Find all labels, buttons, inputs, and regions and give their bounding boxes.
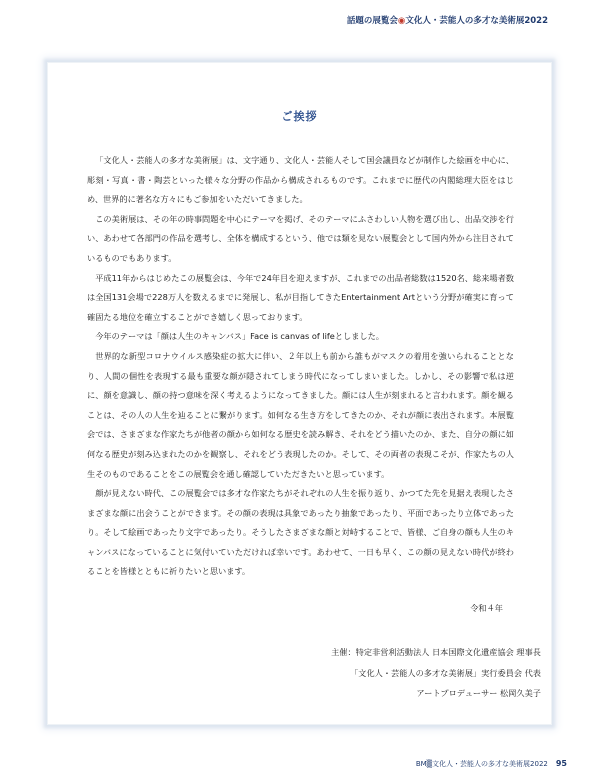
page-footer [416, 759, 567, 769]
paragraph: 今年のテーマは「顔は人生のキャンバス」Face is canvas of lifeとしました。 [95, 331, 384, 342]
running-header-title [347, 14, 548, 26]
paragraph: 「文化人・芸能人の多才な美術展」は、文字通り、文化人・芸能人そして国会議員などが制作した絵画を中心に、彫刻・写真・書・陶芸といった様々な分野の作品から構成されるものです。これまでに歴代の内閣総理大臣をはじめ、世界的に著名な方々にもご参加をいただいてきました。 [87, 155, 514, 205]
running-header [0, 10, 595, 32]
header-series: 話題の展覧会 [346, 16, 398, 26]
greeting-title: ご挨拶 [281, 110, 318, 123]
date-line: 令和４年 [470, 603, 503, 613]
signature-producer: アートプロデューサー 松岡久美子 [416, 688, 541, 698]
signature-committee: 「文化人・芸能人の多才な美術展」実行委員会 代表 [350, 667, 541, 678]
paragraph: 世界的な新型コロナウイルス感染症の拡大に伴い、２年以上も前から誰もがマスクの着用を強いられることとなり、人間の個性を表現する最も重要な顔が隠されてしまう時代になってしまいました。しかし、その影響で私は逆に、顔を意識し、顔の持つ意味を深く考えるようになってきました。顔には人生が刻まれると言われます。顔を観ることは、その人の人生を辿ることに繋がります。如何なる生き方をしてきたのか、それが顔に表出されます。本展覧会では、さまざまな作家たちが他者の顔から如何なる歴史を読み解き、それをどう描いたのか、また、自分の顔に如何なる歴史が刻み込まれたのかを観察し、それをどう表現したのか。そして、その両者の表現こそが、作家たちの人生そのものであることをこの展覧会を通し確認していただきたいと思っています。 [87, 350, 514, 479]
paragraph: 顔が見えない時代、この展覧会では多才な作家たちがそれぞれの人生を振り返り、かつてた先を見据え表現したさまざまな顔に出会うことができます。その顔の表現は具象であったり抽象であったり、平面であったり立体であったり。そして絵画であったり文字であったり。そうしたさまざまな顔と対峙することで、皆様、ご自身の顔も人生のキャンバスになっていることに気付いていただければ幸いです。あわせて、一日も早く、この顔の見えない時代が終わることを皆様とともに祈りたいと思います。 [87, 488, 514, 577]
footer-text: BM▒文化人・芸能人の多才な美術展2022 [415, 760, 548, 768]
page-number: 95 [555, 759, 567, 768]
greeting-panel [47, 62, 552, 725]
paragraph: この美術展は、その年の時事問題を中心にテーマを掲げ、そのテーマにふさわしい人物を選び出し、出品交渉を行い、あわせて各部門の作品を選考し、全体を構成するという、他では類を見ない展覧会として国内外から注目されているものでもあります。 [87, 213, 514, 263]
signature-organizer: 主催：特定非営利活動法人 日本国際文化遺産協会 理事長 [331, 647, 541, 657]
paragraph: 平成11年からはじめたこの展覧会は、今年で24年目を迎えますが、これまでの出品者総数は1520名、総来場者数は全国131会場で228万人を数えるまでに発展し、私が目指してきたEntertainment Artという分野が確実に育って確固たる地位を確立することができ嬉しく思っております。 [87, 272, 514, 322]
header-dot-icon: ◉ [397, 16, 406, 26]
header-exhibition: 文化人・芸能人の多才な美術展2022 [405, 16, 548, 26]
signature-block [101, 642, 541, 704]
greeting-body [87, 151, 514, 582]
